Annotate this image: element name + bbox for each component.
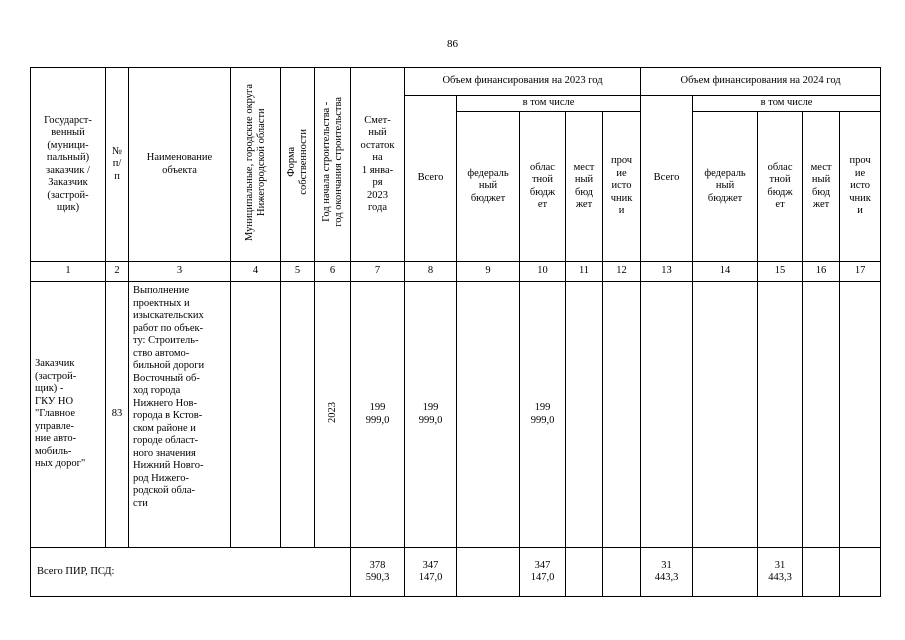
column-number: 3 bbox=[129, 262, 231, 282]
totals-row bbox=[31, 548, 881, 597]
header-regional-2024-text: облас тной бюдж ет bbox=[767, 161, 793, 210]
row-years bbox=[315, 282, 351, 548]
row-year-text: 2023 bbox=[326, 401, 338, 423]
column-number: 12 bbox=[603, 262, 641, 282]
header-federal-2023 bbox=[457, 112, 520, 262]
row-object-name-text: Выполнение проектных и изыскательских работ по объек- ту: Строитель- ство автомо- бильной дороги Восточный об- ход города Нижнего Нов- города в Кстов- ском районе и городе област- ного значения Нижний Новго- род Нижего- родской обла- сти bbox=[133, 285, 205, 509]
row-federal-2024 bbox=[693, 282, 758, 548]
row-federal-2023 bbox=[457, 282, 520, 548]
column-number: 9 bbox=[457, 262, 520, 282]
header-customer-text: Государст- венный (муници- пальный) заказчик / Заказчик (застрой- щик) bbox=[44, 114, 92, 213]
row-number: 83 bbox=[106, 282, 129, 548]
totals-regional-2024-text: 31 443,3 bbox=[768, 559, 792, 583]
header-regional-2023-text: облас тной бюдж ет bbox=[529, 161, 556, 210]
column-number: 14 bbox=[693, 262, 758, 282]
header-funding-2024: Объем финансирования на 2024 год bbox=[641, 68, 881, 96]
totals-local-2023 bbox=[566, 548, 603, 597]
header-ownership bbox=[281, 68, 315, 262]
totals-regional-2024 bbox=[758, 548, 803, 597]
column-number: 13 bbox=[641, 262, 693, 282]
header-municipality bbox=[231, 68, 281, 262]
header-total-2023: Всего bbox=[405, 96, 457, 262]
header-number-text: № п/ п bbox=[111, 145, 123, 182]
header-customer bbox=[31, 68, 106, 262]
column-numbers-row bbox=[31, 262, 881, 282]
header-federal-2024-text: федераль ный бюджет bbox=[704, 167, 746, 204]
row-regional-2023 bbox=[520, 282, 566, 548]
totals-total-2023 bbox=[405, 548, 457, 597]
header-ownership-text: Форма собственности bbox=[285, 129, 309, 196]
column-number: 10 bbox=[520, 262, 566, 282]
header-local-2024 bbox=[803, 112, 840, 262]
header-years bbox=[315, 68, 351, 262]
header-regional-2023 bbox=[520, 112, 566, 262]
row-estimate-text: 199 999,0 bbox=[365, 402, 390, 426]
totals-estimate-text: 378 590,3 bbox=[365, 559, 390, 583]
totals-estimate bbox=[351, 548, 405, 597]
header-other-2024 bbox=[840, 112, 881, 262]
row-customer bbox=[31, 282, 106, 548]
row-estimate bbox=[351, 282, 405, 548]
header-object-name-text: Наименование объекта bbox=[146, 152, 213, 176]
header-other-2023-text: проч ие исто чник и bbox=[610, 155, 633, 217]
row-municipality bbox=[231, 282, 281, 548]
row-total-2023-text: 199 999,0 bbox=[418, 402, 443, 426]
table-row bbox=[31, 282, 881, 548]
column-number: 5 bbox=[281, 262, 315, 282]
page-number: 86 bbox=[447, 38, 458, 50]
totals-regional-2023-text: 347 147,0 bbox=[530, 559, 555, 583]
header-other-2023 bbox=[603, 112, 641, 262]
totals-label: Всего ПИР, ПСД: bbox=[31, 548, 351, 597]
column-number: 15 bbox=[758, 262, 803, 282]
row-object-name bbox=[129, 282, 231, 548]
header-other-2024-text: проч ие исто чник и bbox=[849, 155, 871, 217]
header-total-2024: Всего bbox=[641, 96, 693, 262]
column-number: 11 bbox=[566, 262, 603, 282]
row-ownership bbox=[281, 282, 315, 548]
row-other-2023 bbox=[603, 282, 641, 548]
totals-other-2024 bbox=[840, 548, 881, 597]
header-number bbox=[106, 68, 129, 262]
header-estimate bbox=[351, 68, 405, 262]
totals-local-2024 bbox=[803, 548, 840, 597]
header-including-2023: в том числе bbox=[457, 96, 641, 112]
column-number: 4 bbox=[231, 262, 281, 282]
row-total-2023 bbox=[405, 282, 457, 548]
row-regional-2023-text: 199 999,0 bbox=[530, 402, 555, 426]
row-customer-text: Заказчик (застрой- щик) - ГКУ НО "Главное управле- ние авто- мобиль- ных дорог" bbox=[35, 358, 86, 470]
column-number: 1 bbox=[31, 262, 106, 282]
header-estimate-text: Смет- ный остаток на 1 янва- ря 2023 года bbox=[360, 114, 395, 213]
column-number: 17 bbox=[840, 262, 881, 282]
totals-federal-2024 bbox=[693, 548, 758, 597]
column-number: 2 bbox=[106, 262, 129, 282]
header-including-2024: в том числе bbox=[693, 96, 881, 112]
header-regional-2024 bbox=[758, 112, 803, 262]
totals-total-2024-text: 31 443,3 bbox=[654, 559, 679, 583]
header-years-text: Год начала строительства - год окончания строительства bbox=[320, 97, 344, 228]
row-local-2023 bbox=[566, 282, 603, 548]
totals-other-2023 bbox=[603, 548, 641, 597]
header-local-2024-text: мест ный бюд жет bbox=[810, 161, 832, 210]
totals-total-2023-text: 347 147,0 bbox=[418, 559, 443, 583]
row-regional-2024 bbox=[758, 282, 803, 548]
header-federal-2024 bbox=[693, 112, 758, 262]
column-number: 16 bbox=[803, 262, 840, 282]
column-number: 7 bbox=[351, 262, 405, 282]
row-total-2024 bbox=[641, 282, 693, 548]
header-municipality-text: Муниципальные, городские округа Нижегородской области bbox=[243, 83, 267, 241]
totals-federal-2023 bbox=[457, 548, 520, 597]
header-object-name bbox=[129, 68, 231, 262]
column-number: 6 bbox=[315, 262, 351, 282]
header-local-2023 bbox=[566, 112, 603, 262]
totals-regional-2023 bbox=[520, 548, 566, 597]
header-funding-2023: Объем финансирования на 2023 год bbox=[405, 68, 641, 96]
header-federal-2023-text: федераль ный бюджет bbox=[467, 167, 509, 204]
row-other-2024 bbox=[840, 282, 881, 548]
column-number: 8 bbox=[405, 262, 457, 282]
totals-total-2024 bbox=[641, 548, 693, 597]
funding-table bbox=[30, 67, 881, 597]
row-local-2024 bbox=[803, 282, 840, 548]
header-local-2023-text: мест ный бюд жет bbox=[573, 161, 595, 210]
